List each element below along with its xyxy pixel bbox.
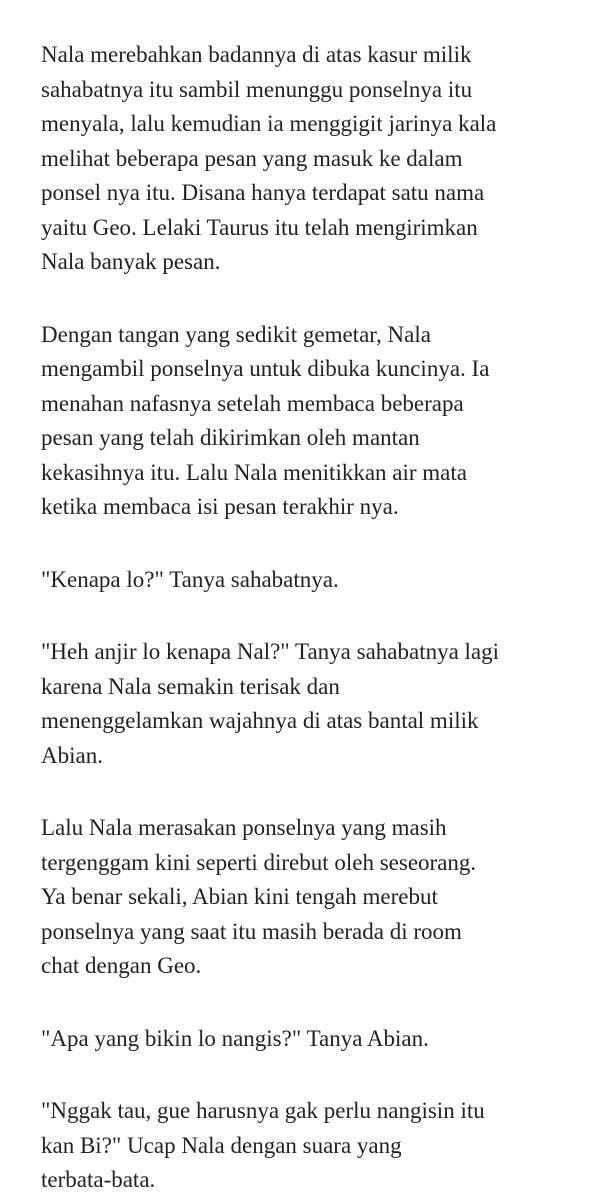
text-line: pesan yang telah dikirimkan oleh mantan — [41, 425, 420, 450]
text-line: "Kenapa lo?" Tanya sahabatnya. — [41, 566, 339, 592]
text-line: ketika membaca isi pesan terakhir nya. — [41, 494, 399, 519]
text-line: Nala merebahkan badannya di atas kasur milik — [41, 42, 472, 67]
text-line: Dengan tangan yang sedikit gemetar, Nala — [41, 321, 431, 347]
paragraph-1 — [41, 38, 580, 280]
text-line: Nala banyak pesan. — [41, 249, 221, 274]
text-line: "Apa yang bikin lo nangis?" Tanya Abian. — [41, 1025, 429, 1051]
text-line: ponselnya yang saat itu masih berada di room — [41, 918, 462, 944]
text-line: menenggelamkan wajahnya di atas bantal milik — [41, 708, 479, 733]
text-line: terbata-bata. — [41, 1167, 156, 1192]
text-line: tergenggam kini seperti direbut oleh seseorang. — [41, 849, 477, 875]
text-line: Lalu Nala merasakan ponselnya yang masih — [41, 815, 447, 840]
text-line: "Heh anjir lo kenapa Nal?" Tanya sahabatnya lagi — [41, 639, 500, 664]
text-line: menahan nafasnya setelah membaca beberapa — [41, 390, 464, 416]
paragraph-3 — [41, 563, 580, 598]
text-line: ponsel nya itu. Disana hanya terdapat satu nama — [41, 180, 485, 205]
text-line: yaitu Geo. Lelaki Taurus itu telah mengirimkan — [41, 214, 478, 240]
paragraph-7 — [41, 1094, 580, 1198]
paragraph-6 — [41, 1022, 580, 1057]
text-line: "Nggak tau, gue harusnya gak perlu nangisin itu — [41, 1098, 485, 1123]
paragraph-2 — [41, 318, 580, 525]
text-line: mengambil ponselnya untuk dibuka kuncinya. Ia — [41, 356, 490, 381]
text-line: sahabatnya itu sambil menunggu ponselnya itu — [41, 76, 473, 102]
text-line: menyala, lalu kemudian ia menggigit jarinya kala — [41, 111, 497, 136]
text-line: Abian. — [41, 742, 103, 768]
text-line: kan Bi?" Ucap Nala dengan suara yang — [41, 1132, 402, 1158]
text-line: Ya benar sekali, Abian kini tengah merebut — [41, 884, 438, 909]
text-line: melihat beberapa pesan yang masuk ke dalam — [41, 145, 463, 171]
paragraph-4 — [41, 635, 580, 773]
paragraph-5 — [41, 811, 580, 984]
text-line: kekasihnya itu. Lalu Nala menitikkan air mata — [41, 459, 467, 485]
text-line: chat dengan Geo. — [41, 953, 202, 978]
text-line: karena Nala semakin terisak dan — [41, 673, 340, 699]
